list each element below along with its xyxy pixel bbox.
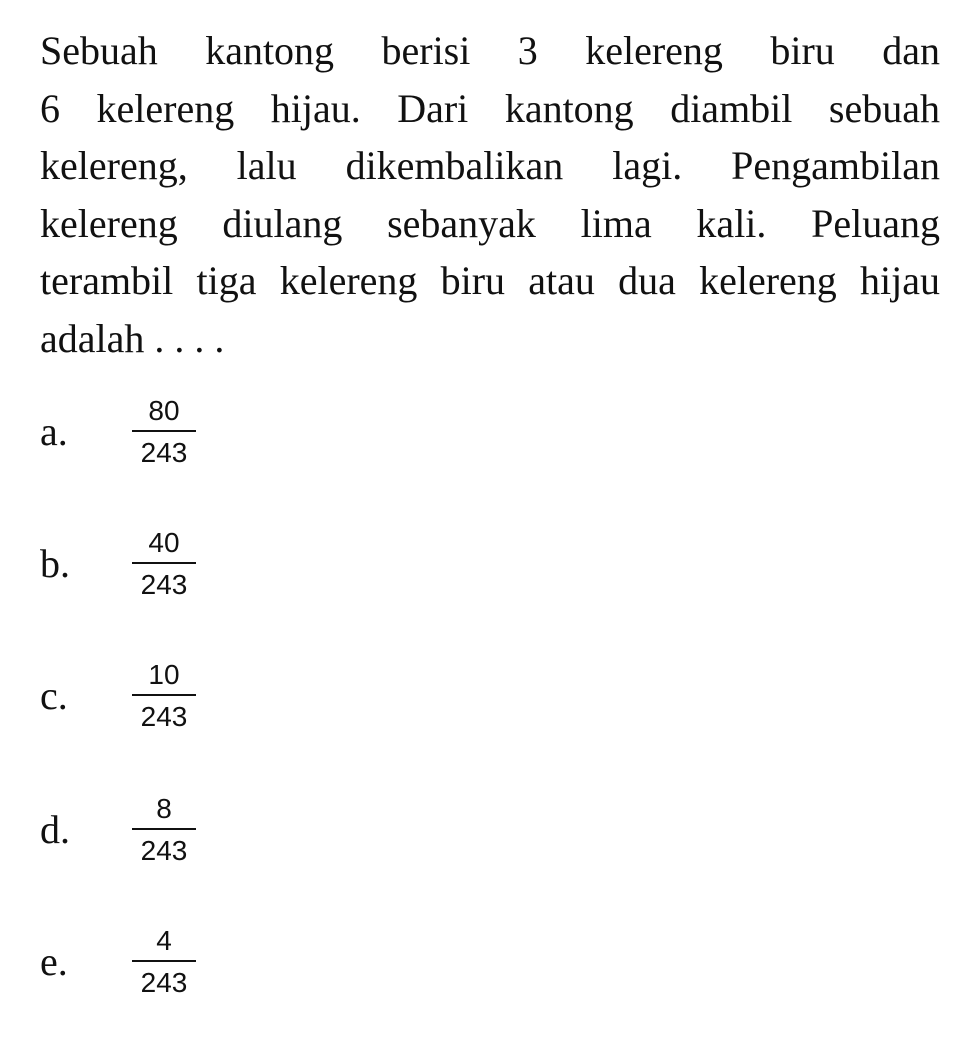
fraction-numerator: 40 — [148, 527, 180, 558]
fraction-denominator: 243 — [140, 835, 188, 866]
option-letter: a. — [40, 409, 68, 454]
option-letter: e. — [40, 939, 68, 984]
option-e[interactable] — [40, 922, 340, 1012]
option-b[interactable] — [40, 524, 340, 614]
question-line: kelereng diulang sebanyak lima kali. Peluang — [40, 200, 940, 246]
fraction-numerator: 4 — [156, 925, 172, 956]
option-fraction — [132, 922, 196, 1000]
fraction-denominator: 243 — [140, 701, 188, 732]
fraction-numerator: 8 — [156, 793, 172, 824]
fraction-denominator: 243 — [140, 967, 188, 998]
fraction-denominator: 243 — [140, 569, 188, 600]
option-letter: c. — [40, 673, 68, 718]
question-line: kelereng, lalu dikembalikan lagi. Pengambilan — [40, 143, 940, 188]
option-fraction — [132, 392, 196, 470]
question-line: adalah . . . . — [40, 315, 225, 361]
option-a[interactable] — [40, 392, 340, 482]
option-c[interactable] — [40, 656, 340, 746]
option-fraction — [132, 524, 196, 602]
option-d[interactable] — [40, 790, 340, 880]
fraction-numerator: 10 — [148, 659, 180, 690]
option-letter: d. — [40, 807, 70, 852]
fraction-numerator: 80 — [148, 395, 180, 426]
option-fraction — [132, 656, 196, 734]
fraction-denominator: 243 — [140, 437, 188, 468]
question-text — [40, 22, 940, 367]
question-line: 6 kelereng hijau. Dari kantong diambil sebuah — [40, 85, 940, 131]
option-letter: b. — [40, 541, 70, 586]
option-fraction — [132, 790, 196, 868]
question-line: Sebuah kantong berisi 3 kelereng biru dan — [40, 28, 940, 73]
question-line: terambil tiga kelereng biru atau dua kelereng hijau — [40, 258, 940, 303]
